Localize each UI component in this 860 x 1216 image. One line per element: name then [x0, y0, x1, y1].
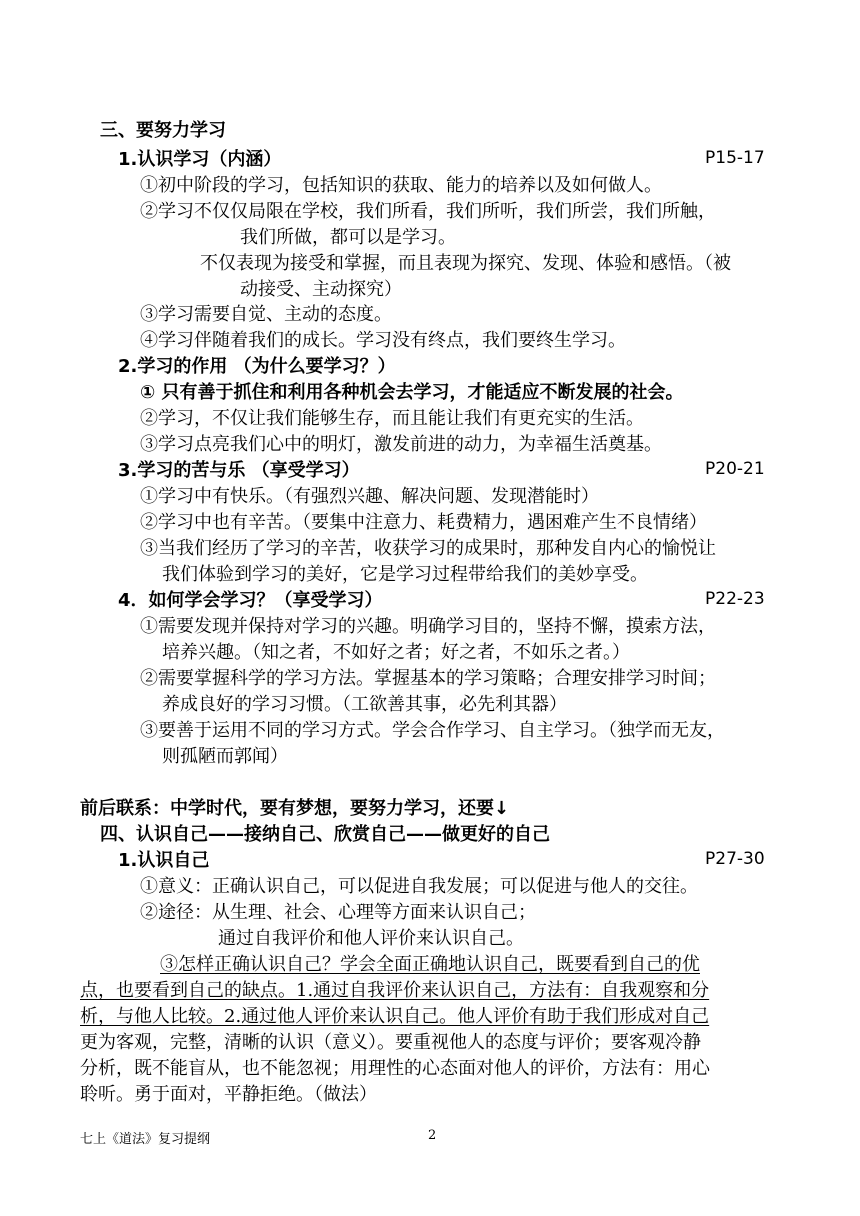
s3-3-title: 3.学习的苦与乐 （享受学习）	[118, 460, 360, 481]
s3-1-line-4: 不仅表现为接受和掌握，而且表现为探究、发现、体验和感悟。（被	[200, 253, 731, 274]
s4-1-para-5: 分析，既不能盲从，也不能忽视；用理性的心态面对他人的评价，方法有：用心	[80, 1058, 710, 1079]
s4-1-line-3: 通过自我评价和他人评价来认识自己。	[218, 928, 524, 949]
section-3-title: 三、要努力学习	[100, 120, 226, 141]
s4-1-title: 1.认识自己	[118, 850, 210, 871]
s4-1-para-2: 点，也要看到自己的缺点。1.通过自我评价来认识自己，方法有：自我观察和分	[80, 980, 710, 1001]
s4-1-para-3: 析，与他人比较。2.通过他人评价来认识自己。他人评价有助于我们形成对自己	[80, 1006, 710, 1027]
s3-1-page: P15-17	[705, 148, 765, 168]
s3-1-line-5: 动接受、主动探究）	[240, 279, 402, 300]
s4-1-line-2: ②途径：从生理、社会、心理等方面来认识自己；	[140, 902, 536, 923]
s3-4-line-1: ①需要发现并保持对学习的兴趣。明确学习目的，坚持不懈，摸索方法，	[140, 616, 716, 637]
s3-4-title: 4．如何学会学习？（享受学习）	[118, 590, 383, 611]
s3-4-page: P22-23	[705, 589, 765, 609]
footer-page-number: 2	[428, 1128, 437, 1143]
s3-2-line-2: ②学习，不仅让我们能够生存，而且能让我们有更充实的生活。	[140, 408, 644, 429]
s3-2-title: 2.学习的作用 （为什么要学习？）	[118, 356, 396, 377]
s3-3-page: P20-21	[705, 459, 765, 479]
s3-1-line-7: ④学习伴随着我们的成长。学习没有终点，我们要终生学习。	[140, 330, 626, 351]
s3-4-line-3: ②需要掌握科学的学习方法。掌握基本的学习策略；合理安排学习时间；	[140, 668, 716, 689]
s3-2-line-3: ③学习点亮我们心中的明灯，激发前进的动力，为幸福生活奠基。	[140, 434, 662, 455]
s4-1-para-4: 更为客观，完整，清晰的认识（意义）。要重视他人的态度与评价；要客观冷静	[80, 1032, 701, 1053]
section-4-title: 四、认识自己——接纳自己、欣赏自己——做更好的自己	[100, 824, 550, 845]
footer-title: 七上《道法》复习提纲	[80, 1132, 211, 1147]
s3-3-line-1: ①学习中有快乐。（有强烈兴趣、解决问题、发现潜能时）	[140, 486, 599, 507]
link-line	[80, 796, 509, 822]
s3-3-line-2: ②学习中也有辛苦。（要集中注意力、耗费精力，遇困难产生不良情绪）	[140, 512, 707, 533]
s4-1-para-1: ③怎样正确认识自己？学会全面正确地认识自己，既要看到自己的优	[160, 954, 700, 975]
s3-1-line-6: ③学习需要自觉、主动的态度。	[140, 304, 392, 325]
s3-2-line-1: ① 只有善于抓住和利用各种机会去学习，才能适应不断发展的社会。	[140, 382, 684, 403]
s3-4-line-5: ③要善于运用不同的学习方式。学会合作学习、自主学习。（独学而无友，	[140, 720, 725, 741]
s3-4-line-4: 养成良好的学习习惯。（工欲善其事，必先利其器）	[162, 694, 567, 715]
s4-1-line-1: ①意义：正确认识自己，可以促进自我发展；可以促进与他人的交往。	[140, 876, 698, 897]
s4-1-page: P27-30	[705, 849, 765, 869]
s3-3-line-4: 我们体验到学习的美好，它是学习过程带给我们的美妙享受。	[162, 564, 648, 585]
s3-1-line-1: ①初中阶段的学习，包括知识的获取、能力的培养以及如何做人。	[140, 175, 662, 196]
s3-1-title: 1.认识学习（内涵）	[118, 149, 282, 170]
s4-1-para-6: 聆听。勇于面对，平静拒绝。（做法）	[80, 1084, 377, 1105]
s3-1-line-2: ②学习不仅仅局限在学校，我们所看，我们所听，我们所尝，我们所触，	[140, 201, 716, 222]
link-text: 前后联系：中学时代，要有梦想，要努力学习，还要	[80, 798, 494, 819]
down-arrow-icon: ↓	[494, 798, 510, 819]
s3-4-line-2: 培养兴趣。（知之者，不如好之者；好之者，不如乐之者。）	[162, 642, 630, 663]
s3-3-line-3: ③当我们经历了学习的辛苦，收获学习的成果时，那种发自内心的愉悦让	[140, 538, 716, 559]
s3-1-line-3: 我们所做，都可以是学习。	[240, 227, 456, 248]
s3-4-line-6: 则孤陋而郭闻）	[162, 746, 288, 767]
